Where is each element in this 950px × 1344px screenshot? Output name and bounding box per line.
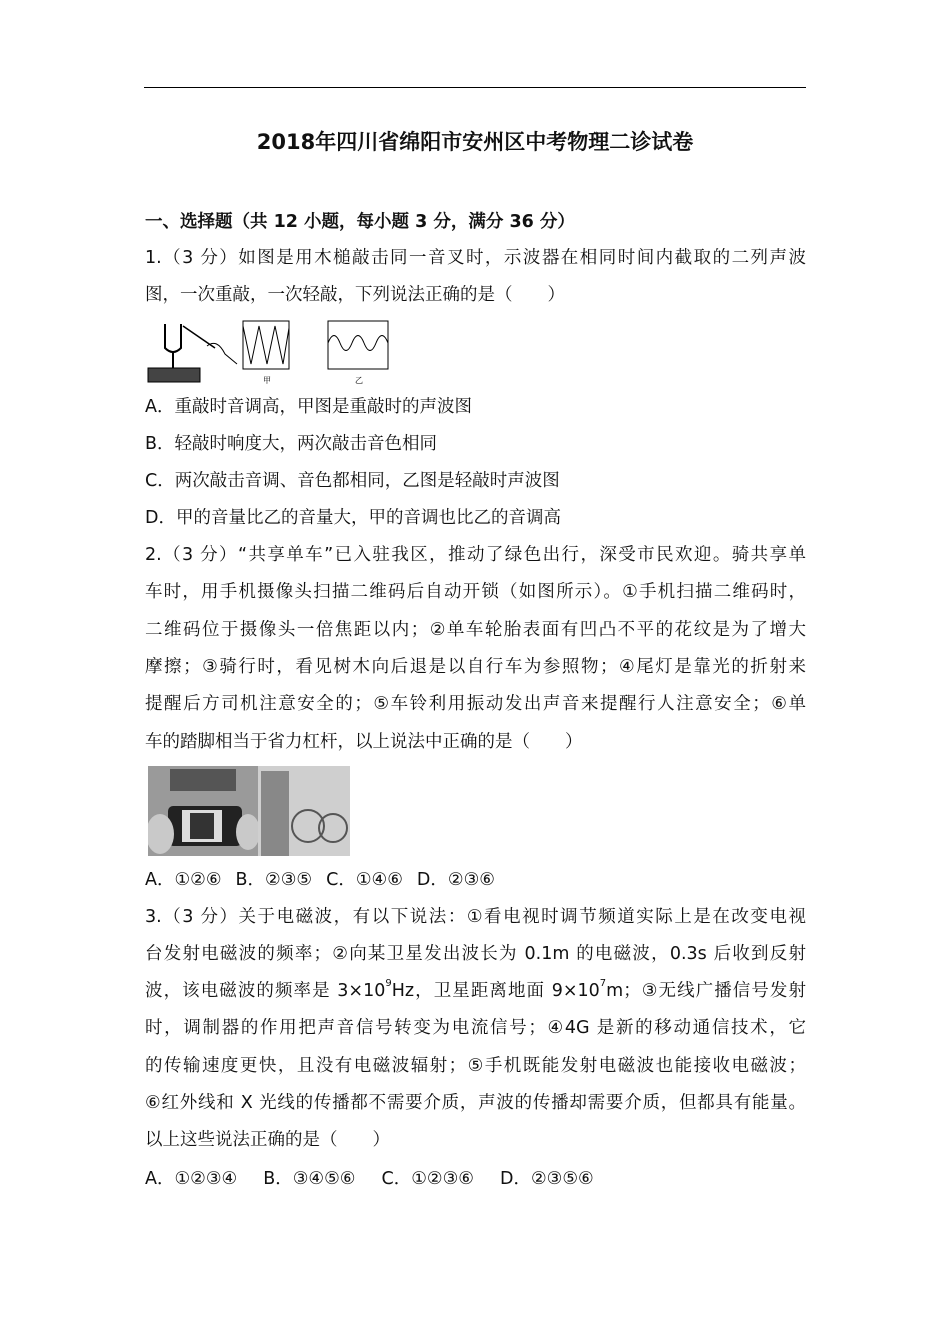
q3-line: 3.（3 分）关于电磁波，有以下说法：①看电视时调节频道实际上是在改变电视 [145, 907, 806, 927]
q2-line: 车的踏脚相当于省力杠杆，以上说法中正确的是（ ） [145, 732, 583, 752]
q2-figure-bike-qr [148, 766, 350, 856]
q3-text: m；③无线广播信号发射 [606, 981, 806, 1001]
q2-option-b: B．②③⑤ [235, 870, 313, 890]
figure-label-yi: 乙 [355, 376, 363, 385]
q3-options [145, 1167, 806, 1191]
q3-line: 以上这些说法正确的是（ ） [145, 1130, 390, 1150]
q3-option-a: A．①②③④ [145, 1169, 238, 1189]
q2-option-a: A．①②⑥ [145, 870, 222, 890]
q3-line: ⑥红外线和 X 光线的传播都不需要介质，声波的传播却需要介质，但都具有能量。 [145, 1093, 806, 1113]
page-title: 2018年四川省绵阳市安州区中考物理二诊试卷 [256, 130, 694, 154]
q3-text: 波，该电磁波的频率是 3×10 [145, 981, 386, 1001]
q2-line: 二维码位于摄像头一倍焦距以内；②单车轮胎表面有凹凸不平的花纹是为了增大 [145, 620, 806, 640]
header-rule [144, 87, 806, 88]
q3-line [145, 979, 806, 1003]
q1-option-c: C．两次敲击音调、音色都相同，乙图是轻敲时声波图 [145, 471, 560, 491]
q1-figure-tuning-fork [145, 318, 395, 386]
q2-options [145, 868, 806, 892]
q3-line: 台发射电磁波的频率；②向某卫星发出波长为 0.1m 的电磁波，0.3s 后收到反射 [145, 944, 806, 964]
exponent: 7 [599, 978, 607, 989]
q2-line: 摩擦；③骑行时，看见树木向后退是以自行车为参照物；④尾灯是靠光的折射来 [145, 657, 806, 677]
q3-option-c: C．①②③⑥ [381, 1169, 474, 1189]
q2-line: 2.（3 分）“共享单车”已入驻我区，推动了绿色出行，深受市民欢迎。骑共享单 [145, 545, 806, 565]
q2-line: 提醒后方司机注意安全的；⑤车铃利用振动发出声音来提醒行人注意安全；⑥单 [145, 694, 806, 714]
q3-text: Hz，卫星距离地面 9×10 [391, 981, 600, 1001]
exponent: 9 [385, 978, 392, 989]
q3-line: 时，调制器的作用把声音信号转变为电流信号；④4G 是新的移动通信技术，它 [145, 1018, 806, 1038]
q3-line: 的传输速度更快，且没有电磁波辐射；⑤手机既能发射电磁波也能接收电磁波； [145, 1056, 806, 1076]
q2-option-d: D．②③⑥ [416, 870, 495, 890]
q1-option-b: B．轻敲时响度大，两次敲击音色相同 [145, 434, 438, 454]
q1-line: 图，一次重敲，一次轻敲，下列说法正确的是（ ） [145, 285, 565, 305]
q1-line: 1.（3 分）如图是用木槌敲击同一音叉时，示波器在相同时间内截取的二列声波 [145, 248, 806, 268]
q1-option-d: D．甲的音量比乙的音量大，甲的音调也比乙的音调高 [145, 508, 561, 528]
figure-label-jia: 甲 [263, 376, 271, 385]
q2-line: 车时，用手机摄像头扫描二维码后自动开锁（如图所示）。①手机扫描二维码时， [145, 582, 806, 602]
section-heading: 一、选择题（共 12 小题，每小题 3 分，满分 36 分） [145, 212, 575, 232]
q2-option-c: C．①④⑥ [326, 870, 403, 890]
q3-option-b: B．③④⑤⑥ [263, 1169, 356, 1189]
q1-option-a: A．重敲时音调高，甲图是重敲时的声波图 [145, 397, 472, 417]
q3-option-d: D．②③⑤⑥ [499, 1169, 594, 1189]
